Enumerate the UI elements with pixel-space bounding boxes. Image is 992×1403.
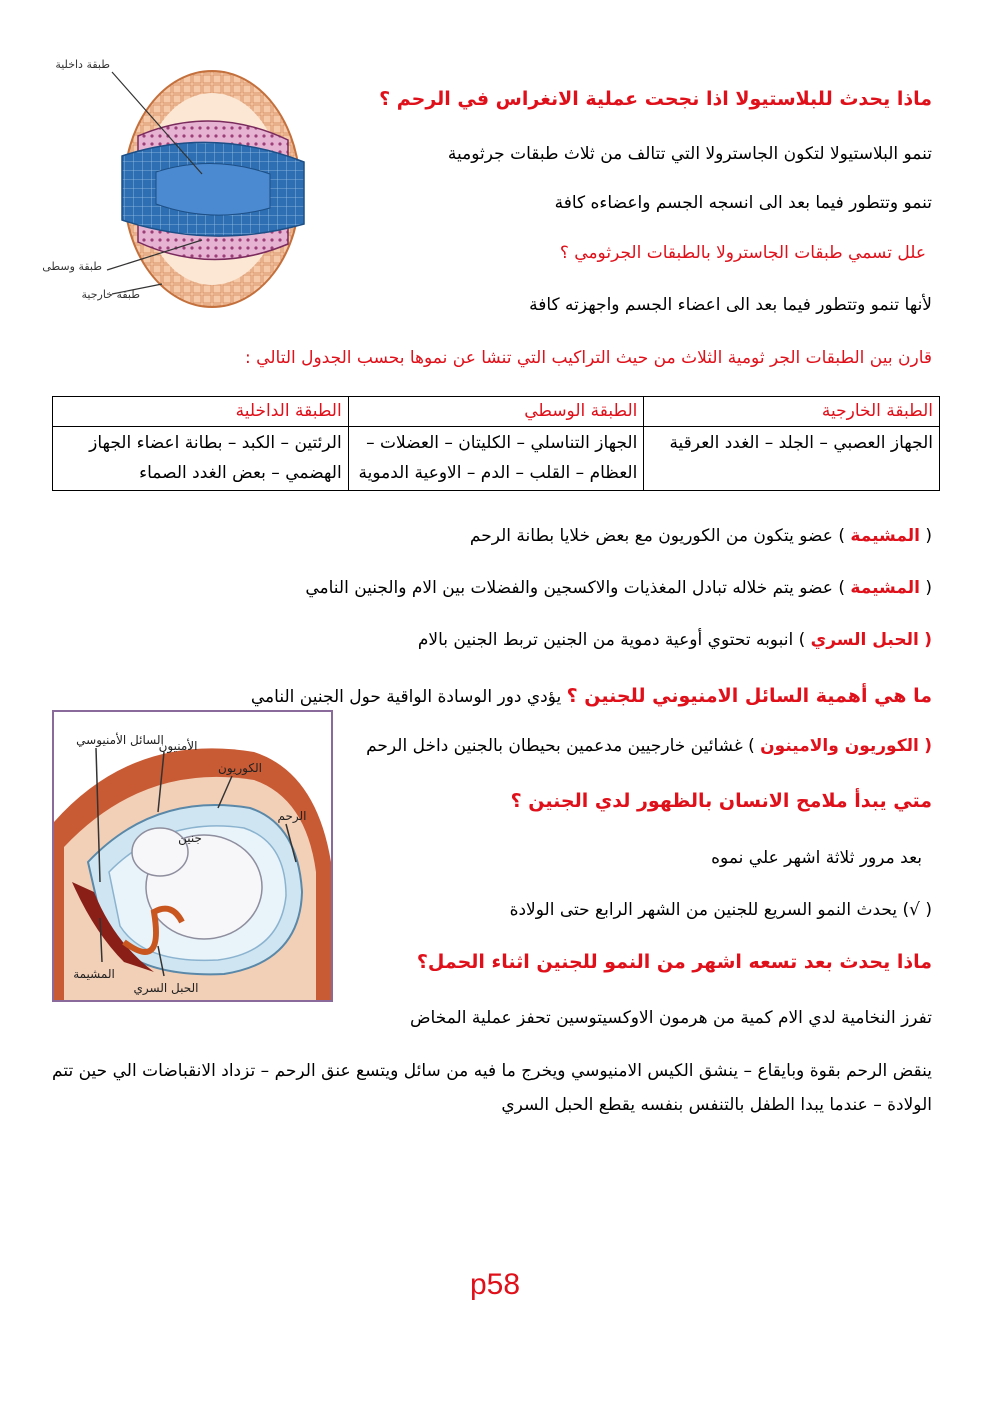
answer-implantation-2: تنمو وتتطور فيما بعد الى انسجه الجسم واعضاءه كافة bbox=[554, 193, 932, 213]
definition-placenta-2: ( المشيمة ) عضو يتم خلاله تبادل المغذيات والاكسجين والفضلات بين الام والجنين النامي bbox=[305, 578, 932, 598]
table-cell-inner: الرئتين – الكبد – بطانة اعضاء الجهاز الهضمي – بعض الغدد الصماء bbox=[53, 427, 349, 491]
answer-nine-months-1: تفرز النخامية لدي الام كمية من هرمون الاوكسيتوسين تحفز عملية المخاض bbox=[410, 1008, 932, 1028]
gastrula-diagram bbox=[42, 44, 310, 316]
definition-umbilical-cord: ( الحبل السري ) انبوبه تحتوي أوعية دموية من الجنين تربط الجنين بالام bbox=[417, 630, 932, 650]
fetus-label-amniotic-fluid: السائل الأمنيوسي bbox=[76, 733, 164, 747]
table-header-inner: الطبقة الداخلية bbox=[53, 397, 349, 427]
table-row bbox=[53, 427, 940, 491]
definition-chorion-amnion: ( الكوريون والامينون ) غشائين خارجيين مدعمين بحيطان بالجنين داخل الرحم bbox=[366, 736, 932, 756]
gastrula-label-outer: طبقة خارجية bbox=[81, 288, 140, 301]
check-mark: ( √) bbox=[902, 900, 932, 920]
answer-germ-layers: لأنها تنمو وتتطور فيما بعد الى اعضاء الجسم واجهزته كافة bbox=[529, 295, 932, 315]
answer-nine-months-2: ينقض الرحم بقوة وبايقاع – ينشق الكيس الامنيوسي ويخرج ما فيه من سائل ويتسع عنق الرحم – تزداد الانقباضات الي حين تتم الولادة – عندما يبدا الطفل بالتنفس بنفسه يقطع الحبل السري bbox=[52, 1061, 932, 1115]
question-nine-months: ماذا يحدث بعد تسعه اشهر من النمو للجنين اثناء الحمل؟ bbox=[416, 951, 932, 973]
term-umbilical-cord: الحبل السري bbox=[810, 630, 919, 650]
page-number: p58 bbox=[470, 1268, 521, 1301]
gastrula-label-inner: طبقة داخلية bbox=[55, 58, 110, 71]
fetus-label-placenta: المشيمة bbox=[73, 967, 115, 981]
table-header-outer: الطبقة الخارجية bbox=[644, 397, 940, 427]
fetus-label-fetus: جنين bbox=[178, 831, 202, 845]
compare-instruction: قارن بين الطبقات الجر ثومية الثلاث من حيث التراكيب التي تنشا عن نموها بحسب الجدول التالي : bbox=[245, 348, 932, 368]
germ-layers-table bbox=[52, 396, 940, 491]
term-placenta: المشيمة bbox=[850, 526, 920, 546]
fetus-uterus-diagram bbox=[52, 710, 333, 1002]
fetus-label-uterus: الرحم bbox=[277, 809, 307, 823]
statement-rapid-growth: ( √) يحدث النمو السريع للجنين من الشهر الرابع حتى الولادة bbox=[509, 900, 932, 920]
table-cell-middle: الجهاز التناسلي – الكليتان – العضلات – العظام – القلب – الدم – الاوعية الدموية bbox=[348, 427, 644, 491]
answer-implantation-1: تنمو البلاستيولا لتكون الجاسترولا التي تتالف من ثلاث طبقات جرثومية bbox=[447, 144, 932, 164]
table-cell-outer: الجهاز العصبي – الجلد – الغدد العرقية bbox=[644, 427, 940, 491]
gastrula-label-middle: طبقة وسطى bbox=[42, 260, 102, 273]
term-placenta: المشيمة bbox=[850, 578, 920, 598]
question-germ-layers: علل تسمي طبقات الجاسترولا بالطبقات الجرثومي ؟ bbox=[559, 243, 926, 263]
term-chorion-amnion: الكوريون والامينون bbox=[760, 736, 919, 756]
answer-human-features: بعد مرور ثلاثة اشهر علي نموه bbox=[711, 848, 922, 868]
table-header-middle: الطبقة الوسطي bbox=[348, 397, 644, 427]
question-implantation: ماذا يحدث للبلاستيولا اذا نجحت عملية الانغراس في الرحم ؟ bbox=[379, 88, 932, 110]
fetus-label-cord: الحبل السري bbox=[133, 981, 199, 995]
table-header-row bbox=[53, 397, 940, 427]
question-amniotic-fluid: ما هي أهمية السائل الامنيوني للجنين ؟ يؤدي دور الوسادة الواقية حول الجنين النامي bbox=[250, 685, 932, 707]
question-human-features: متي يبدأ ملامح الانسان بالظهور لدي الجنين ؟ bbox=[510, 790, 932, 812]
definition-placenta-1: ( المشيمة ) عضو يتكون من الكوريون مع بعض خلايا بطانة الرحم bbox=[469, 526, 932, 546]
fetus-label-amnion: الأمنيون bbox=[158, 739, 198, 753]
fetus-label-chorion: الكوريون bbox=[218, 761, 262, 775]
